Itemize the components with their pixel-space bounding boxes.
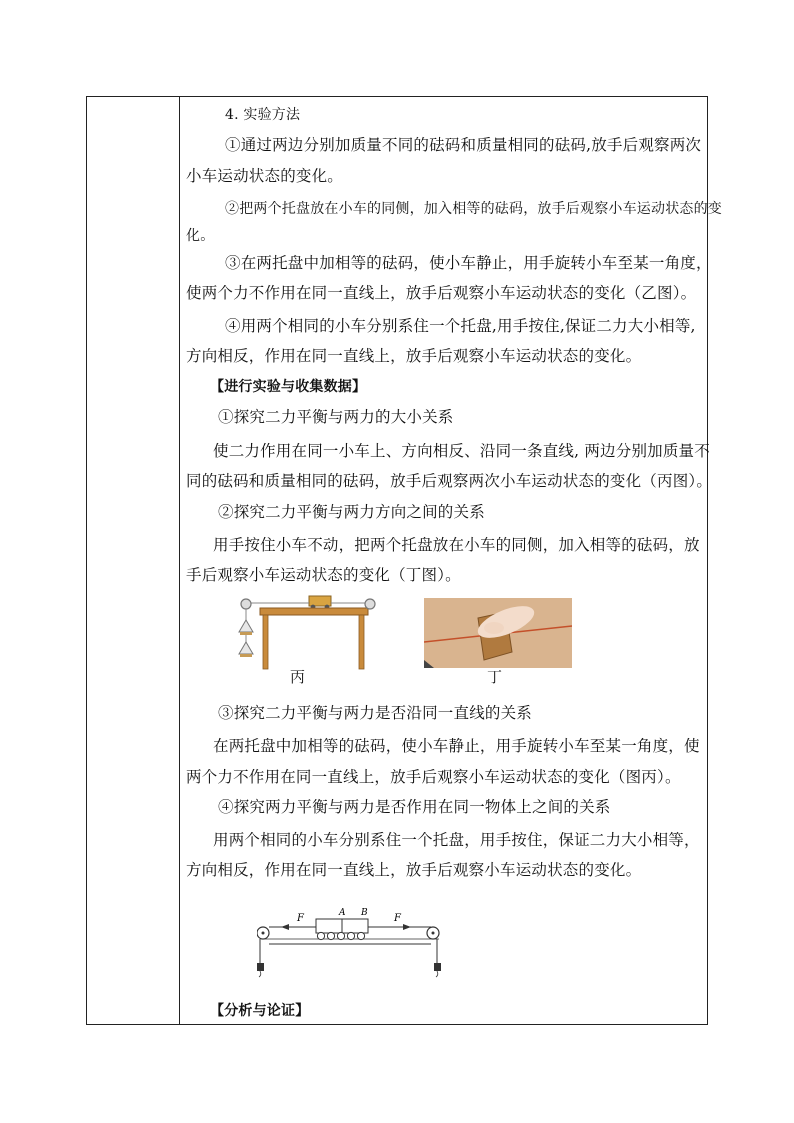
exp1-line-1: 使二力作用在同一小车上、方向相反、沿同一条直线, 两边分别加质量不 [213, 442, 710, 460]
content-table [86, 96, 722, 1025]
method-4-line-2: 方向相反，作用在同一直线上，放手后观察小车运动状态的变化。 [186, 347, 642, 365]
exp1-line-2: 同的砝码和质量相同的砝码，放手后观察两次小车运动状态的变化（丙图）。 [186, 472, 713, 490]
heading-analysis: 【分析与论证】 [210, 1003, 310, 1019]
exp3-title: ③探究二力平衡与两力是否沿同一直线的关系 [218, 704, 533, 722]
force-left-label: F [297, 913, 304, 924]
exp2-title: ②探究二力平衡与两力方向之间的关系 [218, 503, 485, 521]
method-2-line-1: ②把两个托盘放在小车的同侧，加入相等的砝码，放手后观察小车运动状态的变 [225, 201, 722, 217]
figure-bing-label: 丙 [290, 668, 306, 686]
method-1-line-1: ①通过两边分别加质量不同的砝码和质量相同的砝码,放手后观察两次 [225, 136, 702, 154]
figure-two-carts-diagram [257, 905, 447, 985]
method-4-line-1: ④用两个相同的小车分别系住一个托盘,用手按住,保证二力大小相等, [225, 317, 696, 335]
force-right-label: F [394, 913, 401, 924]
exp2-line-1: 用手按住小车不动，把两个托盘放在小车的同侧，加入相等的砝码，放 [213, 536, 700, 554]
method-1-line-2: 小车运动状态的变化。 [186, 167, 344, 185]
exp3-line-2: 两个力不作用在同一直线上，放手后观察小车运动状态的变化（图丙）。 [186, 768, 681, 786]
exp4-title: ④探究两力平衡与两力是否作用在同一物体上之间的关系 [218, 798, 611, 816]
exp1-title: ①探究二力平衡与两力的大小关系 [218, 408, 454, 426]
figure-bing-table-apparatus [236, 594, 386, 674]
exp4-line-1: 用两个相同的小车分别系住一个托盘，用手按住，保证二力大小相等， [213, 831, 700, 849]
figure-ding-photo [424, 598, 572, 668]
exp2-line-2: 手后观察小车运动状态的变化（丁图）。 [186, 566, 461, 584]
exp4-line-2: 方向相反，作用在同一直线上，放手后观察小车运动状态的变化。 [186, 861, 642, 879]
section-title: 4. 实验方法 [225, 107, 301, 123]
exp3-line-1: 在两托盘中加相等的砝码，使小车静止，用手旋转小车至某一角度，使 [213, 737, 700, 755]
method-2-line-2: 化。 [186, 228, 215, 244]
method-3-line-2: 使两个力不作用在同一直线上，放手后观察小车运动状态的变化（乙图）。 [186, 284, 697, 302]
cart-b-label: B [361, 908, 368, 918]
method-3-line-1: ③在两托盘中加相等的砝码，使小车静止，用手旋转小车至某一角度， [225, 254, 712, 272]
content-cell [180, 97, 722, 1024]
cart-a-label: A [339, 908, 346, 918]
figure-ding-label: 丁 [487, 668, 503, 686]
heading-experiment: 【进行实验与收集数据】 [210, 379, 367, 395]
